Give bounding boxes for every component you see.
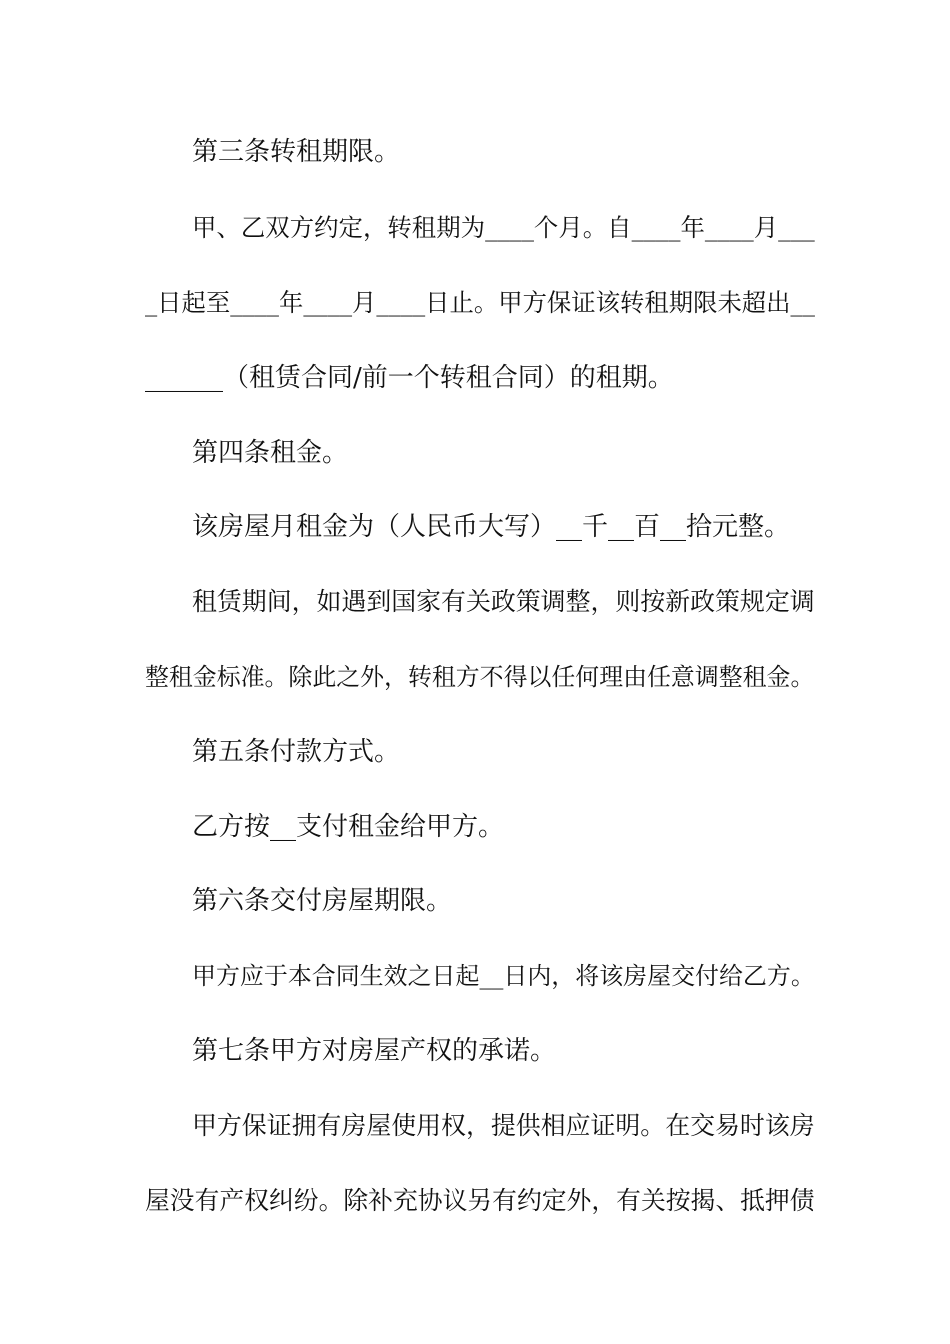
paragraph-line: 屋没有产权纠纷。除补充协议另有约定外，有关按揭、抵押债 (145, 1186, 815, 1215)
heading-article-3: 第三条转租期限。 (192, 137, 401, 167)
paragraph-line: 乙方按__支付租金给甲方。 (192, 812, 505, 842)
paragraph-line: 整租金标准。除此之外，转租方不得以任何理由任意调整租金。 (145, 663, 815, 691)
paragraph-line: 租赁期间，如遇到国家有关政策调整，则按新政策规定调 (192, 587, 815, 616)
heading-article-6: 第六条交付房屋期限。 (192, 886, 453, 916)
paragraph-line: 甲方保证拥有房屋使用权，提供相应证明。在交易时该房 (192, 1111, 815, 1140)
heading-article-5: 第五条付款方式。 (192, 737, 401, 767)
paragraph-line: _日起至____年____月____日止。甲方保证该转租期限未超出__ (145, 288, 815, 317)
paragraph-line: ______（租赁合同/前一个转租合同）的租期。 (145, 363, 674, 393)
paragraph-line: 甲方应于本合同生效之日起__日内，将该房屋交付给乙方。 (192, 962, 815, 990)
paragraph-line: 该房屋月租金为（人民币大写）__千__百__拾元整。 (192, 512, 791, 542)
paragraph-line: 甲、乙双方约定，转租期为____个月。自____年____月___ (192, 213, 815, 242)
heading-article-4: 第四条租金。 (192, 438, 349, 468)
heading-article-7: 第七条甲方对房屋产权的承诺。 (192, 1036, 557, 1066)
